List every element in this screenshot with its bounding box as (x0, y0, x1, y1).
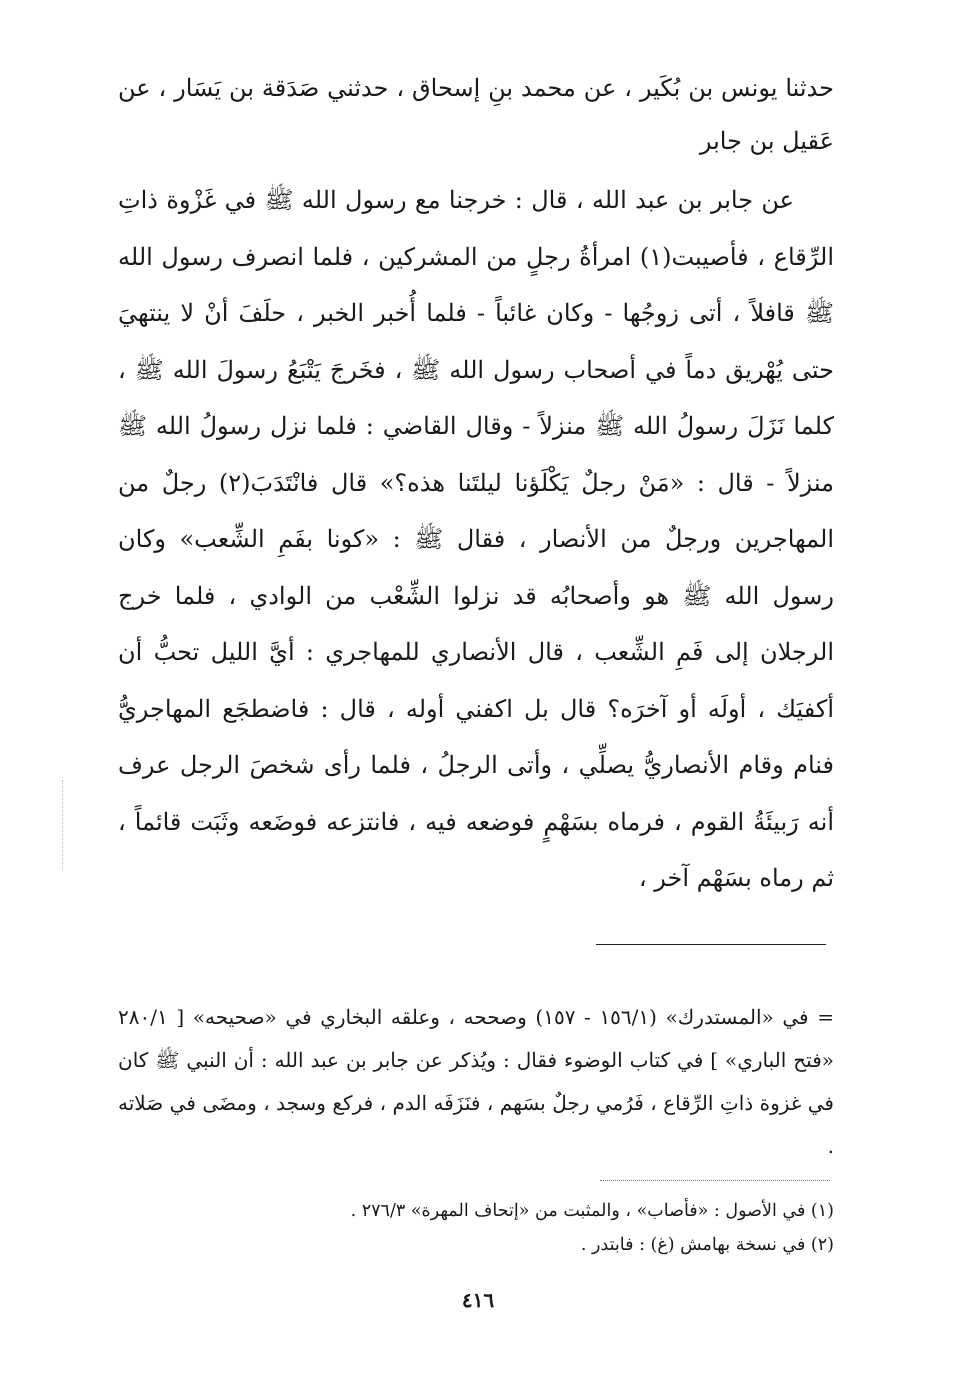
hadith-body (118, 172, 834, 907)
footnote-continuation-text: = في «المستدرك» (١٥٦/١ - ١٥٧) وصححه ، وعلقه البخاري في «صحيحه» [ ٢٨٠/١ «فتح الباري» ] في كتاب الوضوء فقال : ويُذكر عن جابر بن عبد الله : أن النبي ﷺ كان في غزوة ذاتِ الرِّقاع ، فَرُمي رجلٌ بسَهم ، فنَزَفَه الدم ، فركع وسجد ، ومضَى في صَلاته . (118, 1005, 834, 1158)
footnote-1: (١) في الأصول : «فأصاب» ، والمثبت من «إتحاف المهرة» ٢٧٦/٣ . (350, 1201, 834, 1221)
footnote-continuation (118, 976, 834, 1188)
hadith-text: عن جابر بن عبد الله ، قال : خرجنا مع رسول الله ﷺ في غَزْوة ذاتِ الرِّقاع ، فأصيبت(١) امرأةُ رجلٍ من المشركين ، فلما انصرف رسول الله ﷺ قافلاً ، أتى زوجُها - وكان غائباً - فلما أُخبر الخبر ، حلَفَ أنْ لا ينتهيَ حتى يُهْريق دماً في أصحاب رسول الله ﷺ ، فخَرجَ يَتْبَعُ رسولَ الله ﷺ ، كلما نَزَلَ رسولُ الله ﷺ منزلاً - وقال القاضي : فلما نزل رسولُ الله ﷺ منزلاً - قال : «مَنْ رجلٌ يَكْلَؤنا ليلتَنا هذه؟» قال فانْتَدَبَ(٢) رجلٌ من المهاجرين ورجلٌ من الأنصار ، فقال ﷺ : «كونا بفَمِ الشِّعب» وكان رسول الله ﷺ هو وأصحابُه قد نزلوا الشِّعْب من الوادي ، فلما خرج الرجلان إلى فَمِ الشِّعب ، قال الأنصاري للمهاجري : أيَّ الليل تحبُّ أن أكفيَك ، أولَه أو آخرَه؟ قال بل اكفني أوله ، قال : فاضطجَع المهاجريُّ فنام وقام الأنصاريُّ يصلِّي ، وأتى الرجلُ ، فلما رأى شخصَ الرجل عرف أنه رَبيئَةُ القوم ، فرماه بسَهْمٍ فوضعه فيه ، فانتزعه فوضَعه وثَبَت قائماً ، ثم رماه بسَهْم آخر ، (118, 186, 835, 892)
isnad-text: حدثنا يونس بن بُكَير ، عن محمد بنِ إسحاق ، حدثني صَدَقة بن يَسَار ، عن عَقيل بن جابر (118, 74, 834, 155)
footnote-divider (596, 944, 826, 945)
isnad-chain (118, 62, 834, 168)
margin-mark (62, 780, 65, 870)
footnotes (118, 1194, 834, 1262)
footnote-separator (600, 1180, 830, 1181)
page-number: ٤١٦ (461, 1288, 495, 1312)
footnote-2: (٢) في نسخة بهامش (غ) : فابتدر . (580, 1235, 834, 1255)
